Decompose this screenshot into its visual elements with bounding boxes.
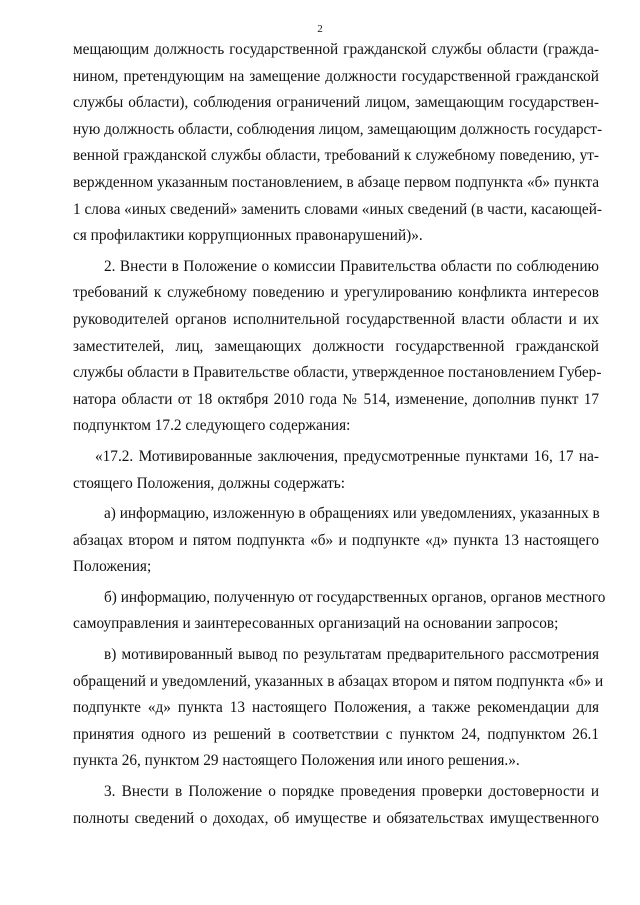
text-line: вержденном указанным постановлением, в абзаце первом подпункта «б» пункта [73, 173, 599, 191]
text-line: стоящего Положения, должны содержать: [73, 474, 346, 492]
text-line: принятия одного из решений в соответствии с пунктом 24, подпунктом 26.1 [73, 725, 599, 743]
text-line: нином, претендующим на замещение должности государственной гражданской [73, 67, 599, 85]
text-line: натора области от 18 октября 2010 года № 514, изменение, дополнив пункт 17 [73, 390, 599, 408]
document-body [73, 37, 606, 832]
text-line: службы области), соблюдения ограничений лицом, замещающим государствен- [73, 94, 599, 112]
text-line: обращений и уведомлений, указанных в абзацах втором и пятом подпункта «б» и [73, 672, 604, 690]
text-line: подпунктом 17.2 следующего содержания: [73, 417, 351, 435]
text-line: подпункте «д» пункта 13 настоящего Положения, а также рекомендации для [73, 699, 599, 717]
text-line: 2. Внести в Положение о комиссии Правительства области по соблюдению [104, 257, 599, 275]
text-line: мещающим должность государственной гражданской службы области (гражда- [73, 41, 599, 58]
paragraph-17-2 [73, 444, 599, 497]
paragraph-continuation [73, 37, 603, 250]
paragraph-item-2 [73, 254, 602, 440]
text-line: 1 слова «иных сведений» заменить словами «иных сведений (в части, касающей- [73, 200, 602, 218]
text-line: самоуправления и заинтересованных организаций на основании запросов; [73, 615, 559, 633]
paragraph-subitem-v [73, 642, 604, 775]
text-line: б) информацию, полученную от государственных органов, органов местного [104, 588, 606, 606]
text-line: руководителей органов исполнительной государственной власти области и их [73, 310, 599, 328]
text-line: полноты сведений о доходах, об имуществе и обязательствах имущественного [73, 809, 599, 827]
text-line: ную должность области, соблюдения лицом, замещающим должность государст- [73, 120, 603, 138]
paragraph-item-3 [73, 779, 599, 832]
text-line: требований к служебному поведению и урегулированию конфликта интересов [73, 284, 599, 302]
text-line: венной гражданской службы области, требований к служебному поведению, ут- [73, 147, 599, 165]
paragraph-subitem-b [73, 585, 606, 638]
text-line: ся профилактики коррупционных правонарушений)». [73, 227, 423, 245]
text-line: в) мотивированный вывод по результатам предварительного рассмотрения [104, 646, 599, 664]
text-line: Положения; [73, 558, 152, 576]
text-line: абзацах втором и пятом подпункта «б» и подпункте «д» пункта 13 настоящего [73, 531, 599, 549]
text-line: службы области в Правительстве области, утвержденное постановлением Губер- [73, 364, 602, 382]
text-line: «17.2. Мотивированные заключения, предусмотренные пунктами 16, 17 на- [95, 447, 599, 465]
page-number: 2 [317, 23, 323, 35]
text-line: а) информацию, изложенную в обращениях или уведомлениях, указанных в [104, 505, 600, 523]
text-line: 3. Внести в Положение о порядке проведения проверки достоверности и [104, 783, 599, 801]
text-line: пункта 26, пунктом 29 настоящего Положения или иного решения.». [73, 752, 520, 770]
paragraph-subitem-a [73, 501, 599, 581]
text-line: заместителей, лиц, замещающих должности государственной гражданской [73, 337, 599, 355]
